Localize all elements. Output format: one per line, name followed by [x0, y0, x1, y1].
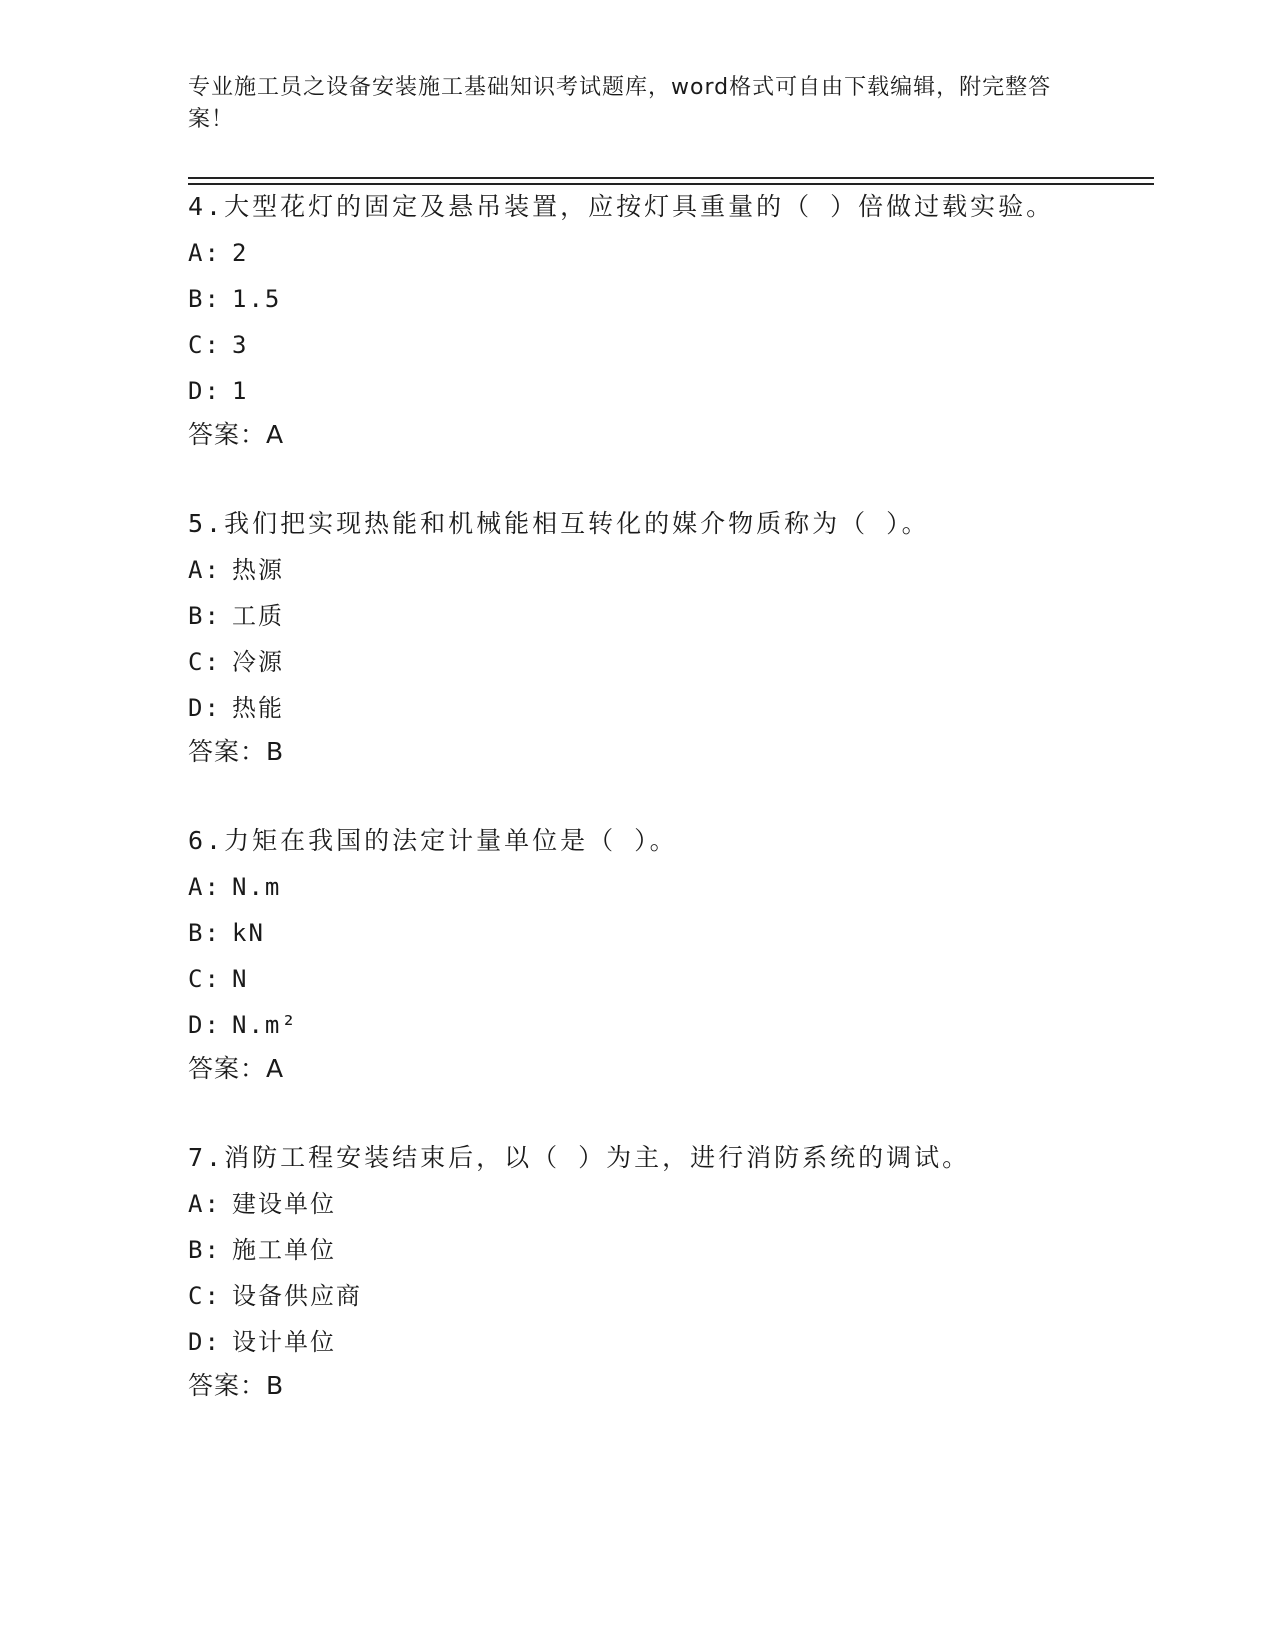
option-letter: D: — [188, 377, 221, 405]
header-divider-top — [188, 177, 1154, 179]
option-a — [188, 1189, 1168, 1219]
option-letter: B: — [188, 1236, 221, 1264]
option-letter: A: — [188, 556, 221, 584]
question-6 — [188, 826, 1168, 1084]
option-letter: A: — [188, 239, 221, 267]
option-a — [188, 238, 1168, 268]
option-letter: A: — [188, 1190, 221, 1218]
option-letter: B: — [188, 285, 221, 313]
option-text: 建设单位 — [232, 1190, 336, 1218]
option-letter: C: — [188, 648, 221, 676]
header-divider-bottom — [188, 183, 1154, 185]
question-stem: 4.大型花灯的固定及悬吊装置，应按灯具重量的（ ）倍做过载实验。 — [188, 192, 1055, 221]
option-letter: C: — [188, 331, 221, 359]
option-letter: C: — [188, 1282, 221, 1310]
option-text: N.m — [232, 873, 282, 901]
question-stem: 5.我们把实现热能和机械能相互转化的媒介物质称为（ ）。 — [188, 509, 930, 538]
question-5 — [188, 509, 1168, 767]
option-letter: D: — [188, 1328, 221, 1356]
question-stem: 7.消防工程安装结束后，以（ ）为主，进行消防系统的调试。 — [188, 1143, 971, 1172]
option-c — [188, 330, 1168, 360]
option-text: 冷源 — [232, 648, 284, 676]
option-letter: D: — [188, 694, 221, 722]
option-c — [188, 1281, 1168, 1311]
header-text: 专业施工员之设备安装施工基础知识考试题库，word格式可自由下载编辑，附完整答案！ — [188, 75, 1052, 132]
option-text: 设计单位 — [232, 1328, 336, 1356]
question-4 — [188, 192, 1168, 450]
option-b — [188, 1235, 1168, 1265]
option-text: 2 — [232, 239, 249, 267]
option-text: 3 — [232, 331, 249, 359]
option-letter: C: — [188, 965, 221, 993]
option-text: 设备供应商 — [232, 1282, 362, 1310]
option-d — [188, 376, 1168, 406]
option-letter: D: — [188, 1011, 221, 1039]
option-text: 工质 — [232, 602, 284, 630]
option-a — [188, 555, 1168, 585]
option-text: 热能 — [232, 694, 284, 722]
option-b — [188, 284, 1168, 314]
option-text: N.m² — [232, 1011, 298, 1039]
option-d — [188, 1010, 1168, 1040]
option-letter: A: — [188, 873, 221, 901]
option-d — [188, 1327, 1168, 1357]
answer-line: 答案：B — [188, 1371, 285, 1400]
option-b — [188, 601, 1168, 631]
option-c — [188, 647, 1168, 677]
option-text: kN — [232, 919, 265, 947]
option-b — [188, 918, 1168, 948]
answer-line: 答案：A — [188, 1054, 285, 1083]
option-text: 1.5 — [232, 285, 282, 313]
option-text: 热源 — [232, 556, 284, 584]
option-text: N — [232, 965, 249, 993]
option-letter: B: — [188, 919, 221, 947]
answer-line: 答案：A — [188, 420, 285, 449]
option-c — [188, 964, 1168, 994]
answer-line: 答案：B — [188, 737, 285, 766]
option-letter: B: — [188, 602, 221, 630]
question-7 — [188, 1143, 1168, 1401]
question-stem: 6.力矩在我国的法定计量单位是（ ）。 — [188, 826, 678, 855]
option-text: 施工单位 — [232, 1236, 336, 1264]
option-text: 1 — [232, 377, 249, 405]
option-d — [188, 693, 1168, 723]
option-a — [188, 872, 1168, 902]
document-header — [188, 72, 1068, 136]
